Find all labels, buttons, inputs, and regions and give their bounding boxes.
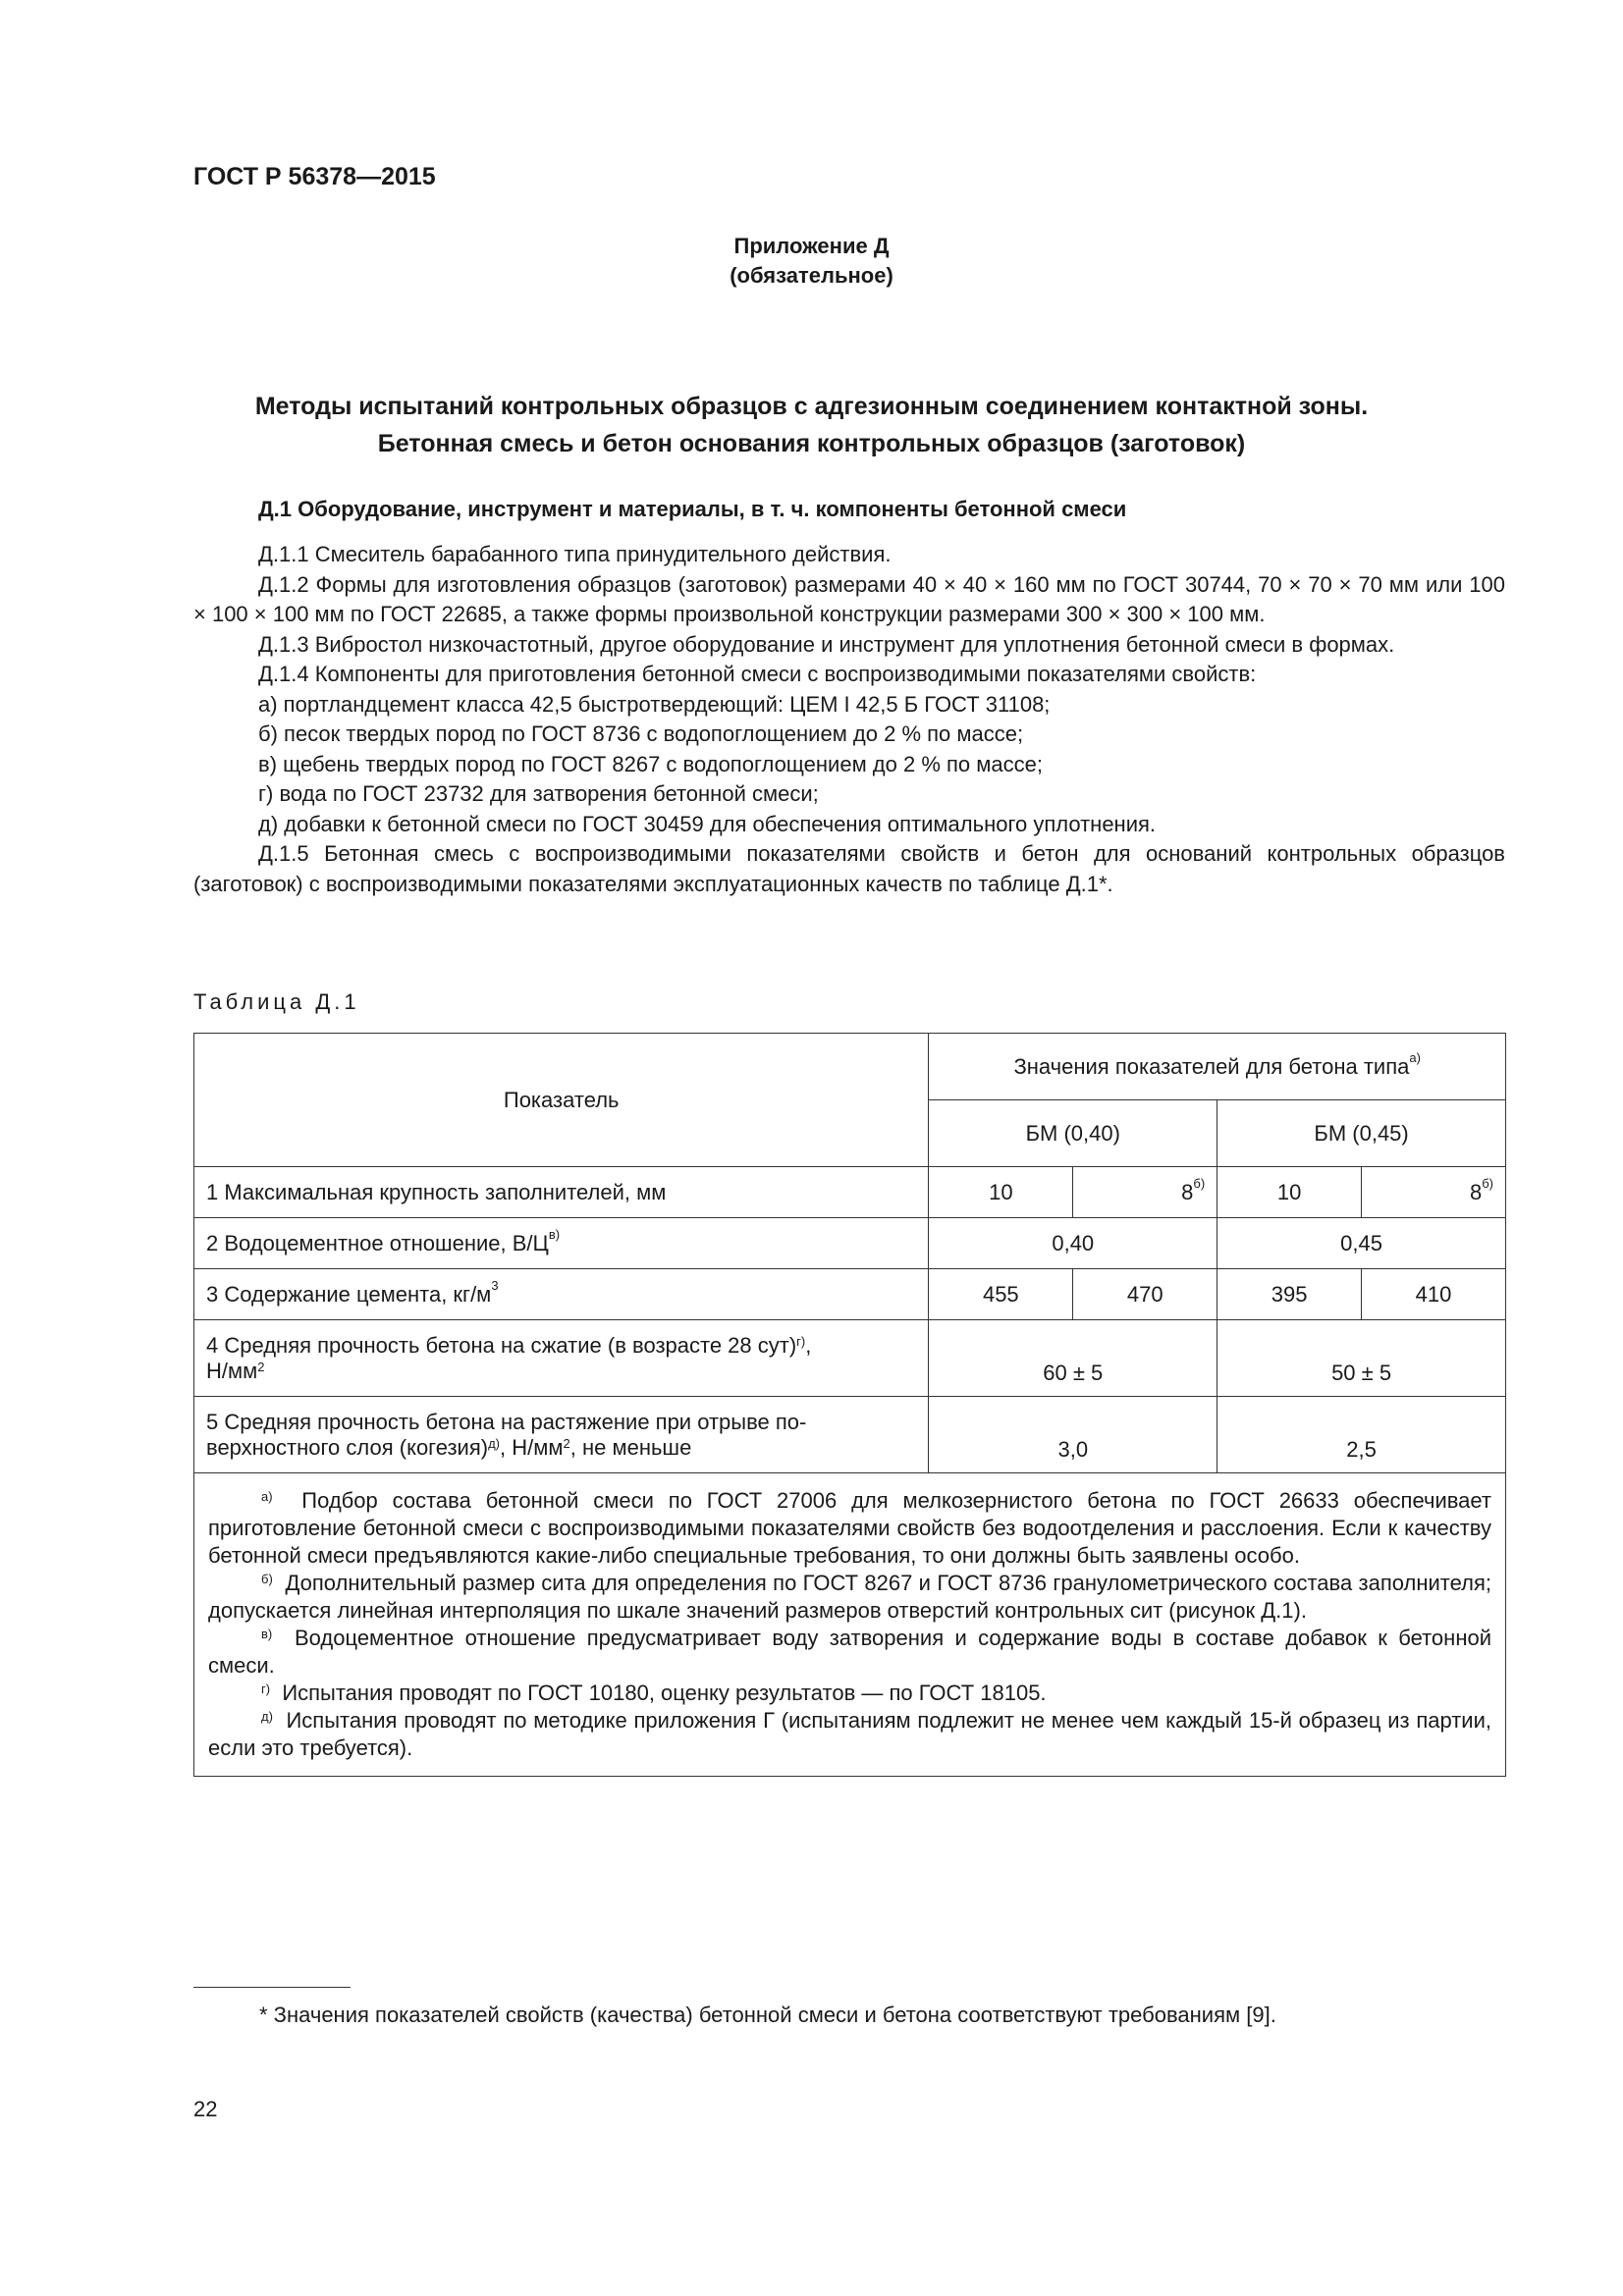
appendix-status: (обязательное) [730, 263, 893, 288]
table-note: $^{а)}$ Подбор состава бетонной смеси по ГОСТ 27006 для мелкозернистого бетона по ГОСТ 26633 обеспечивает приготовление бетонной смеси с воспроизводимыми показателями свойств без водоотделения и расслоения. Если к качеству бетонной смеси предъявляются какие-либо специальные требования, то они должны быть заявлены особо. [208, 1488, 1491, 1568]
header-param: Показатель [194, 1034, 929, 1167]
table-row [194, 1397, 1506, 1473]
table-cell: 410 [1362, 1269, 1506, 1320]
section-heading-text: Д.1 Оборудование, инструмент и материалы, в т. ч. компоненты бетонной смеси [258, 497, 1127, 521]
list-item: г) вода по ГОСТ 23732 для затворения бетонной смеси; [258, 781, 819, 806]
footnote: * Значения показателей свойств (качества) бетонной смеси и бетона соответствуют требованиям [9]. [259, 2002, 1276, 2027]
title-line-2: Бетонная смесь и бетон основания контрольных образцов (заготовок) [377, 430, 1246, 457]
table-cell: 10 [1217, 1167, 1362, 1218]
table-cell: $8^{б)}$ [1362, 1167, 1506, 1218]
header-type-2: БМ (0,45) [1217, 1100, 1506, 1167]
paragraph-d11: Д.1.1 Смеситель барабанного типа принудительного действия. [258, 542, 892, 566]
table-cell: 2,5 [1217, 1397, 1506, 1473]
paragraph-d14: Д.1.4 Компоненты для приготовления бетонной смеси с воспроизводимыми показателями свойств: [258, 662, 1257, 686]
table-cell: 10 [929, 1167, 1073, 1218]
list-item: в) щебень твердых пород по ГОСТ 8267 с водопоглощением до 2 % по массе; [258, 751, 1043, 776]
table-row [194, 1218, 1506, 1269]
table-cell: 470 [1073, 1269, 1217, 1320]
paragraph-d12: Д.1.2 Формы для изготовления образцов (заготовок) размерами 40 × 40 × 160 мм по ГОСТ 30744, 70 × 70 × 70 мм или 100 × 100 × 100 мм по ГОСТ 22685, а также формы произвольной конструкции размерами 300 × 300 × 100 мм. [193, 571, 1505, 626]
table-cell: $8^{б)}$ [1073, 1167, 1217, 1218]
data-table [193, 1033, 1506, 1777]
paragraph-d15: Д.1.5 Бетонная смесь с воспроизводимыми показателями свойств и бетон для оснований контрольных образцов (заготовок) с воспроизводимыми показателями эксплуатационных качеств по таблице Д.1*. [193, 841, 1505, 896]
section-body [193, 540, 1505, 899]
table-note: $^{в)}$ Водоцементное отношение предусматривает воду затворения и содержание воды в составе добавок к бетонной смеси. [208, 1626, 1491, 1678]
table-notes-row [194, 1473, 1506, 1777]
list-item: б) песок твердых пород по ГОСТ 8736 с водопоглощением до 2 % по массе; [258, 721, 1024, 746]
row-label: 5 Средняя прочность бетона на растяжение при отрыве по- верхностного слоя (когезия)$^{д)}$, $Н/мм^2$, не меньше [194, 1397, 929, 1473]
table-note: $^{г)}$ Испытания проводят по ГОСТ 10180, оценку результатов — по ГОСТ 18105. [261, 1681, 1047, 1705]
table-cell: 395 [1217, 1269, 1362, 1320]
header-values: Значения показателей для бетона типа$^{а)}$ [929, 1034, 1506, 1100]
section-heading [193, 495, 1505, 525]
page-number: 22 [193, 2097, 218, 2121]
standard-header: ГОСТ Р 56378—2015 [193, 163, 436, 190]
row-label: 3 Содержание цемента, $кг/м^3$ [194, 1269, 929, 1320]
table-row [194, 1167, 1506, 1218]
table-row [194, 1320, 1506, 1397]
table-cell: 455 [929, 1269, 1073, 1320]
row-label: 1 Максимальная крупность заполнителей, мм [194, 1167, 929, 1218]
table-note: $^{д)}$ Испытания проводят по методике приложения Г (испытаниям подлежит не менее чем каждый 15-й образец из партии, если это требуется). [208, 1708, 1492, 1760]
table-note: $^{б)}$ Дополнительный размер сита для определения по ГОСТ 8267 и ГОСТ 8736 гранулометрического состава заполнителя; допускается линейная интерполяция по шкале значений размеров отверстий контрольных сит (рисунок Д.1). [208, 1571, 1491, 1623]
row-label: 2 Водоцементное отношение, $В/Ц^{в)}$ [194, 1218, 929, 1269]
table-cell: 50 ± 5 [1217, 1320, 1506, 1397]
row-label: 4 Средняя прочность бетона на сжатие (в возрасте 28 сут)$^{г)}$, $Н/мм^2$ [194, 1320, 929, 1397]
table-row [194, 1269, 1506, 1320]
title-line-1: Методы испытаний контрольных образцов с адгезионным соединением контактной зоны. [254, 393, 1369, 420]
table-notes [194, 1473, 1506, 1777]
document-title [0, 388, 1623, 462]
table-cell: 0,45 [1217, 1218, 1506, 1269]
list-item: а) портландцемент класса 42,5 быстротвердеющий: ЦЕМ I 42,5 Б ГОСТ 31108; [258, 691, 1051, 717]
table-cell: 3,0 [929, 1397, 1217, 1473]
table-caption: Таблица Д.1 [193, 989, 360, 1014]
header-type-1: БМ (0,40) [929, 1100, 1217, 1167]
list-item: д) добавки к бетонной смеси по ГОСТ 30459 для обеспечения оптимального уплотнения. [258, 811, 1157, 836]
paragraph-d13: Д.1.3 Вибростол низкочастотный, другое оборудование и инструмент для уплотнения бетонной смеси в формах. [258, 631, 1395, 657]
table-cell: 0,40 [929, 1218, 1217, 1269]
appendix-title: Приложение Д [733, 234, 890, 258]
table-cell: 60 ± 5 [929, 1320, 1217, 1397]
footnote-divider [193, 1987, 351, 1988]
